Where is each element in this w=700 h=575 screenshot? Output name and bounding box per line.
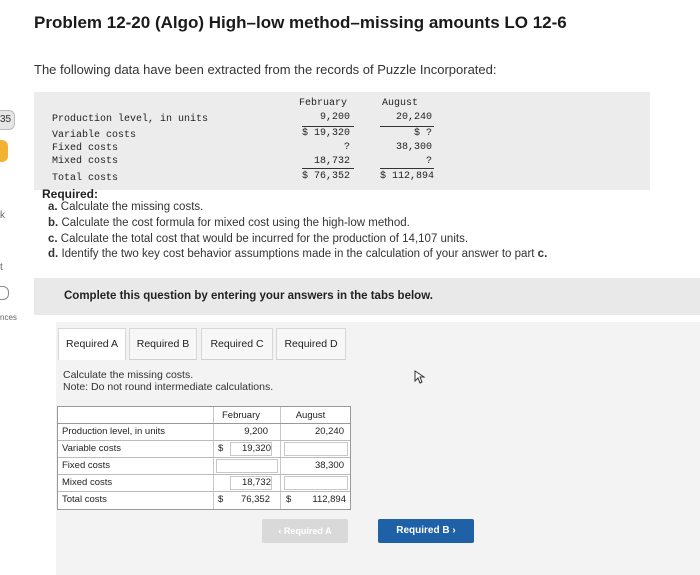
edge-indicator	[0, 140, 8, 162]
calc-instruction: Calculate the missing costs.	[63, 369, 194, 381]
instruction-text: Complete this question by entering your answers in the tabs below.	[64, 290, 433, 302]
divider	[302, 168, 354, 169]
divider	[380, 168, 434, 169]
item-letter: d.	[48, 248, 59, 260]
item-text: Identify the two key cost behavior assumptions made in the calculation of your answer to part	[61, 248, 535, 260]
divider	[380, 126, 434, 127]
edge-text: t	[0, 262, 3, 273]
cell-aug: 38,300	[314, 460, 344, 471]
item-text: Calculate the missing costs.	[60, 201, 204, 213]
edge-tab[interactable]	[0, 286, 9, 300]
currency-sign: $	[286, 494, 292, 505]
cell-aug: 20,240	[395, 112, 432, 123]
item-text: Calculate the total cost that would be incurred for the production of 14,107 units.	[60, 233, 469, 245]
row-label: Mixed costs	[52, 156, 119, 167]
calc-note: Note: Do not round intermediate calculations.	[63, 381, 274, 393]
currency-sign: $	[218, 494, 224, 505]
cell-aug: 38,300	[395, 142, 432, 153]
tab-required-b[interactable]: Required B	[129, 328, 197, 360]
table-row	[58, 492, 350, 508]
cell-feb: 76,352	[240, 494, 270, 505]
cell-feb: 9,200	[319, 112, 350, 123]
row-label: Total costs	[62, 494, 107, 505]
col-header-february: February	[298, 98, 347, 109]
edge-text: nces	[0, 313, 17, 322]
divider	[302, 126, 354, 127]
cell-feb: $ 19,320	[301, 128, 350, 139]
table-row	[58, 441, 350, 458]
col-header-february: February	[221, 410, 260, 421]
input-mixed-aug[interactable]	[284, 476, 348, 490]
row-label: Total costs	[52, 173, 119, 184]
table-row	[58, 458, 350, 475]
intro-text: The following data have been extracted from the records of Puzzle Incorporated:	[34, 62, 497, 77]
cursor-icon	[414, 370, 426, 387]
tab-required-a[interactable]: Required A	[58, 328, 126, 360]
edge-tab[interactable]	[0, 110, 15, 130]
tab-required-d[interactable]: Required D	[276, 328, 346, 360]
input-mixed-feb[interactable]: 18,732	[230, 476, 272, 490]
required-item-c	[48, 233, 468, 245]
cell-feb: 9,200	[244, 426, 268, 437]
item-letter: b.	[48, 217, 59, 229]
required-heading: Required:	[42, 187, 99, 201]
item-letter: c.	[48, 233, 58, 245]
prev-required-button[interactable]: ‹ Required A	[262, 519, 348, 543]
table-header	[58, 407, 350, 423]
row-label: Fixed costs	[62, 460, 111, 471]
cell-feb: $ 76,352	[301, 171, 350, 182]
edge-text: k	[0, 210, 5, 221]
item-tail: c.	[537, 248, 548, 260]
row-label: Mixed costs	[62, 477, 113, 488]
table-row	[58, 424, 350, 441]
col-header-august: August	[295, 410, 326, 421]
row-label: Production level, in units	[52, 114, 209, 125]
cell-feb: 18,732	[313, 156, 350, 167]
row-label: Production level, in units	[62, 426, 165, 437]
required-item-a	[48, 201, 203, 213]
cell-aug: $ ?	[413, 128, 432, 139]
col-header-august: August	[381, 98, 418, 109]
next-required-button[interactable]: Required B ›	[378, 519, 474, 543]
input-fixed-feb[interactable]	[216, 459, 278, 473]
edge-tab-label: 35	[0, 114, 12, 125]
currency-sign: $	[218, 443, 224, 454]
table-row	[58, 475, 350, 492]
page-title: Problem 12-20 (Algo) High–low method–missing amounts LO 12-6	[34, 13, 567, 32]
tab-required-c[interactable]: Required C	[201, 328, 273, 360]
required-item-d	[48, 248, 547, 260]
input-variable-aug[interactable]	[284, 442, 348, 456]
row-label: Fixed costs	[52, 143, 119, 154]
cell-aug: 20,240	[314, 426, 344, 437]
answer-table	[57, 406, 351, 510]
row-label: Variable costs	[52, 130, 137, 141]
required-item-b	[48, 217, 410, 229]
input-variable-feb[interactable]: 19,320	[230, 442, 272, 456]
item-letter: a.	[48, 201, 58, 213]
item-text: Calculate the cost formula for mixed cost using the high-low method.	[61, 217, 410, 229]
cell-aug: 112,894	[312, 494, 346, 505]
cell-feb: ?	[343, 142, 350, 153]
cell-aug: ?	[425, 156, 432, 167]
row-label: Variable costs	[62, 443, 121, 454]
cell-aug: $ 112,894	[379, 171, 434, 182]
